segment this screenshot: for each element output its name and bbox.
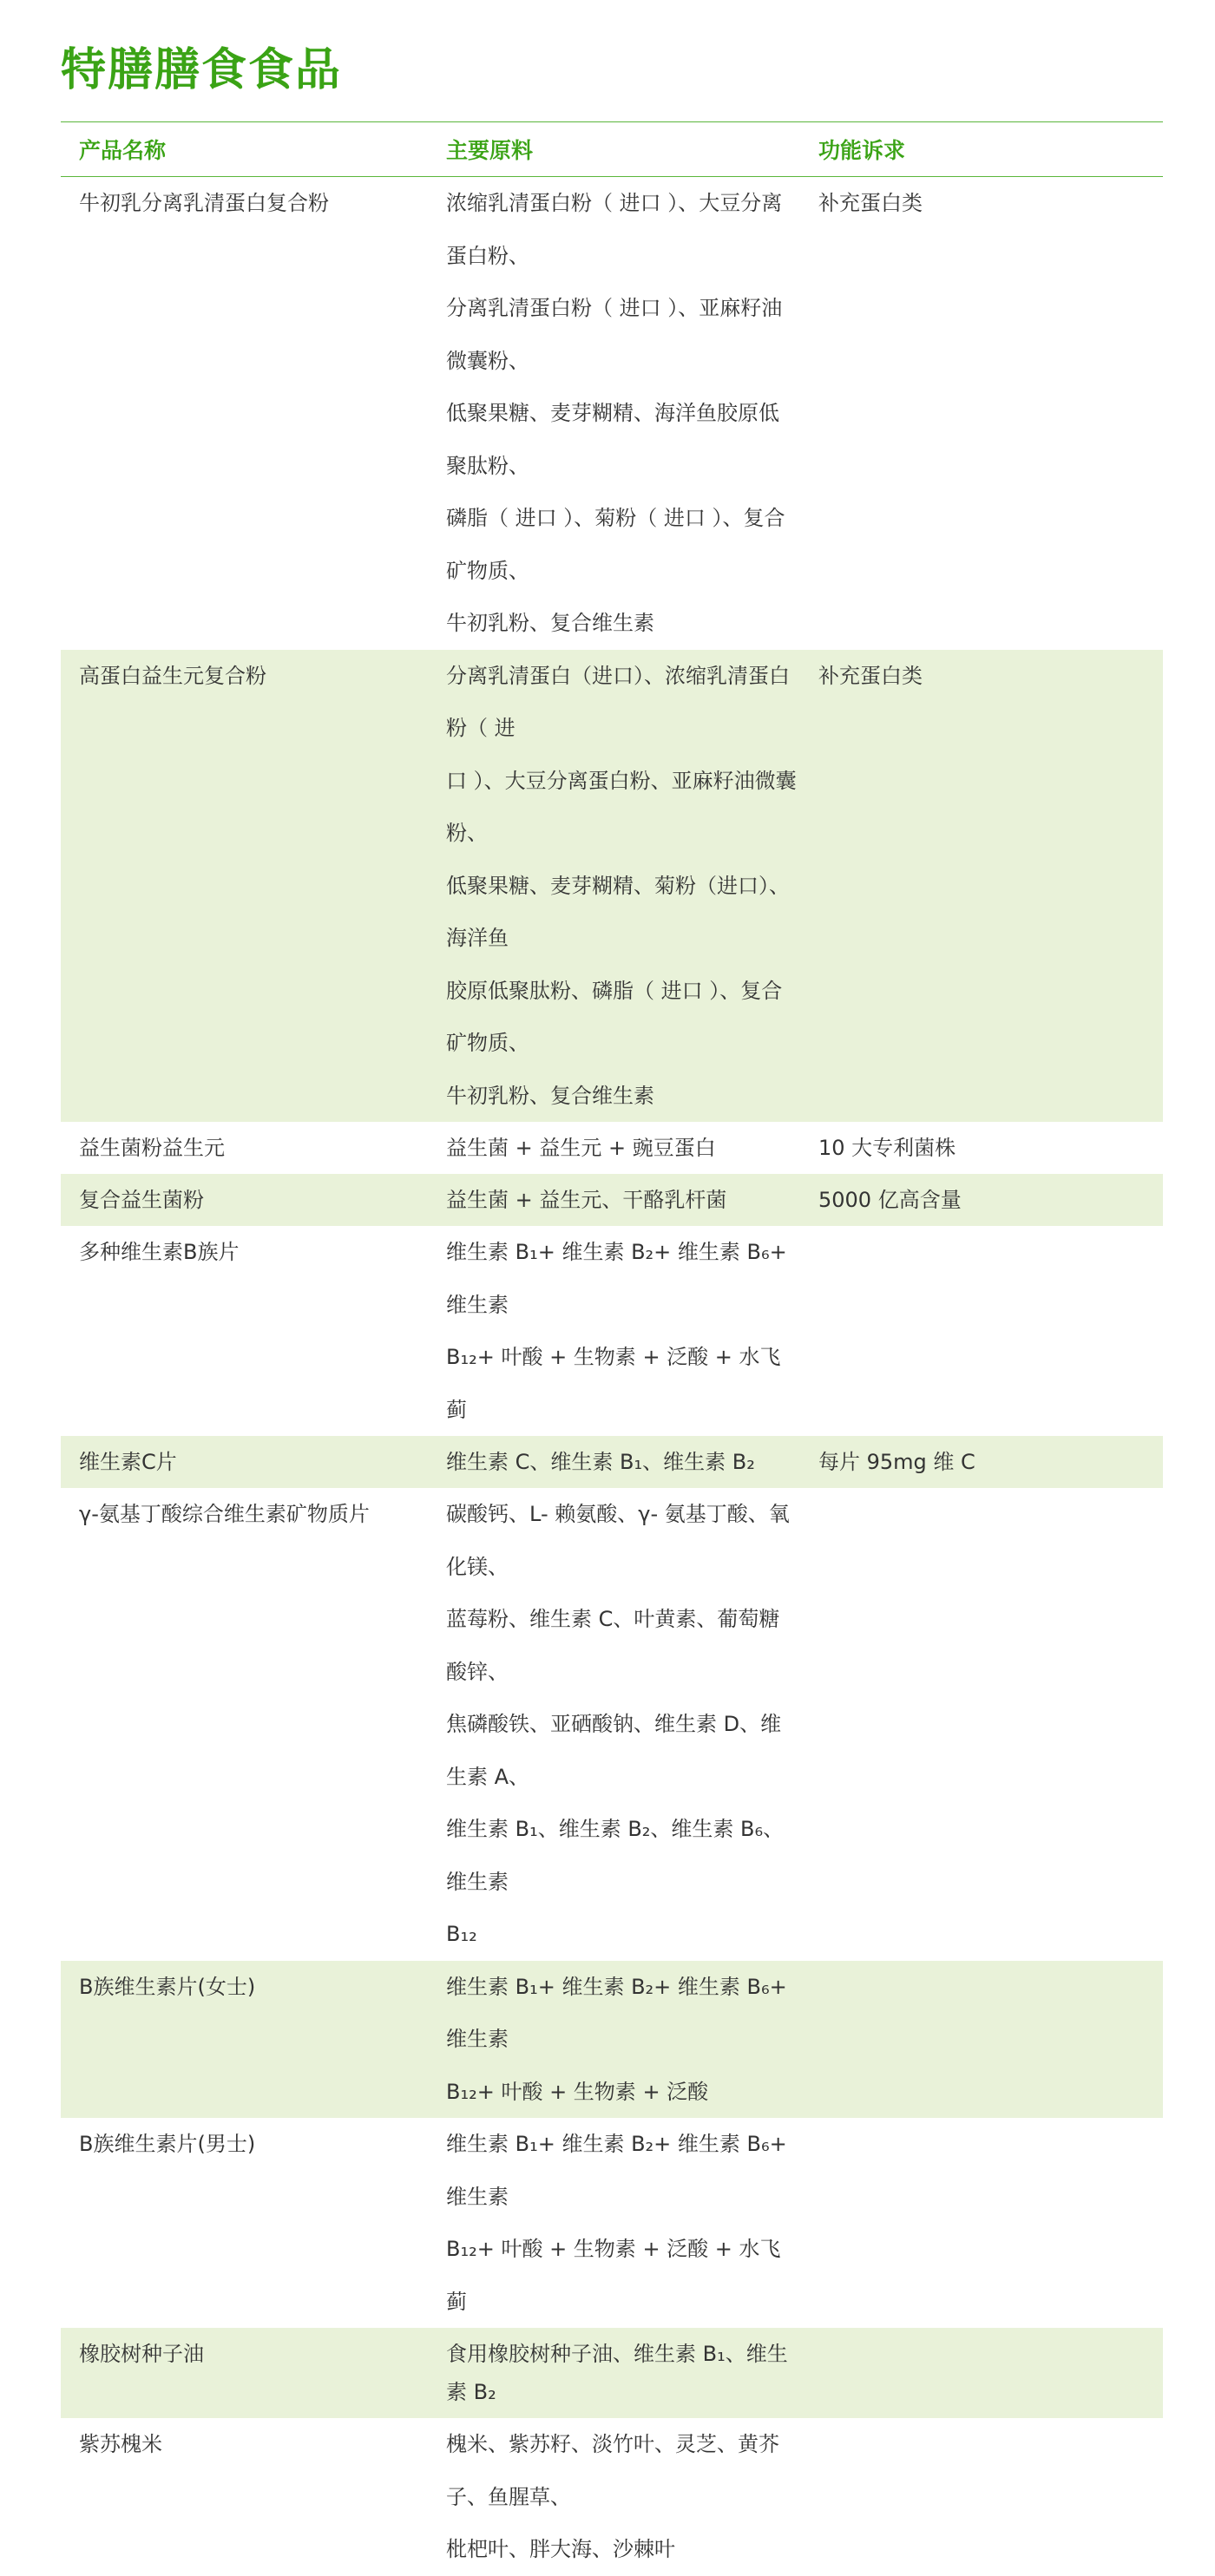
ingredients [429,1443,797,1481]
ingredients [429,2335,797,2411]
header-ingredients: 主要原料 [446,138,534,163]
ingredient-line: 分离乳清蛋白（进口）、浓缩乳清蛋白粉（ 进 [446,663,790,740]
ingredient-line: 胶原低聚肽粉、磷脂（ 进口 ）、复合矿物质、 [446,978,783,1055]
product-name: 维生素C片 [79,1450,177,1474]
page-title: 特膳膳食食品 [61,44,343,96]
table-row [61,1174,1163,1226]
ingredient-line: B₁₂ [446,1922,477,1946]
product-name: 牛初乳分离乳清蛋白复合粉 [79,191,329,215]
product-table [61,121,1163,2576]
ingredients [429,650,797,1123]
ingredient-line: 磷脂（ 进口 ）、菊粉（ 进口 ）、复合矿物质、 [446,506,785,583]
ingredients [429,2118,797,2328]
ingredient-line: B₁₂+ 叶酸 + 生物素 + 泛酸 + 水飞蓟 [446,2237,781,2314]
ingredient-line: B₁₂+ 叶酸 + 生物素 + 泛酸 [446,2079,709,2104]
claim: 补充蛋白类 [818,191,923,215]
ingredient-line: 浓缩乳清蛋白粉（ 进口 ）、大豆分离蛋白粉、 [446,191,783,268]
ingredient-line: 分离乳清蛋白粉（ 进口 ）、亚麻籽油微囊粉、 [446,296,783,373]
ingredient-line: 益生菌 + 益生元、干酪乳杆菌 [446,1188,727,1212]
product-name: B族维生素片(女士) [79,1974,256,1999]
ingredients [429,2418,797,2576]
product-name: 高蛋白益生元复合粉 [79,663,266,688]
ingredient-line: 碳酸钙、L- 赖氨酸、γ- 氨基丁酸、氧化镁、 [446,1502,790,1579]
table-row [61,1436,1163,1488]
ingredients [429,1181,797,1219]
ingredient-line: 维生素 B₁+ 维生素 B₂+ 维生素 B₆+ 维生素 [446,2132,787,2209]
ingredient-line: 牛初乳粉、复合维生素 [446,1083,654,1108]
ingredient-line: 焦磷酸铁、亚硒酸钠、维生素 D、维生素 A、 [446,1712,782,1789]
ingredient-line: 维生素 B₁、维生素 B₂、维生素 B₆、维生素 [446,1817,785,1894]
claim: 10 大专利菌株 [818,1136,956,1160]
table-row [61,2118,1163,2328]
ingredient-line: 枇杷叶、胖大海、沙棘叶 [446,2537,675,2561]
table-row [61,1961,1163,2119]
product-name: B族维生素片(男士) [79,2132,256,2156]
header-name: 产品名称 [79,138,167,163]
ingredients [429,1961,797,2119]
ingredient-line: 益生菌 + 益生元 + 豌豆蛋白 [446,1136,716,1160]
table-row [61,2418,1163,2576]
claim: 5000 亿高含量 [818,1188,962,1212]
ingredients [429,1129,797,1167]
product-name: 益生菌粉益生元 [79,1136,225,1160]
table-body [61,177,1163,2576]
claim: 每片 95mg 维 C [818,1450,975,1474]
ingredient-line: 口 ）、大豆分离蛋白粉、亚麻籽油微囊粉、 [446,768,797,845]
product-name: γ-氨基丁酸综合维生素矿物质片 [79,1502,370,1526]
product-name: 紫苏槐米 [79,2432,162,2456]
ingredient-line: 牛初乳粉、复合维生素 [446,611,654,635]
table-header [61,121,1163,177]
table-row [61,177,1163,650]
ingredient-line: 低聚果糖、麦芽糊精、菊粉（进口）、海洋鱼 [446,873,790,950]
table-row [61,1488,1163,1961]
header-claim: 功能诉求 [818,138,906,163]
table-row [61,2328,1163,2418]
ingredient-line: 维生素 C、维生素 B₁、维生素 B₂ [446,1450,755,1474]
table-row [61,650,1163,1123]
table-row [61,1226,1163,1436]
ingredient-line: B₁₂+ 叶酸 + 生物素 + 泛酸 + 水飞蓟 [446,1345,781,1422]
ingredient-line: 维生素 B₁+ 维生素 B₂+ 维生素 B₆+ 维生素 [446,1974,787,2051]
product-name: 多种维生素B族片 [79,1240,240,1264]
ingredients [429,1488,797,1961]
claim: 补充蛋白类 [818,663,923,688]
ingredients [429,177,797,650]
ingredient-line: 槐米、紫苏籽、淡竹叶、灵芝、黄芥子、鱼腥草、 [446,2432,779,2509]
ingredients [429,1226,797,1436]
table-row [61,1122,1163,1174]
ingredient-line: 维生素 B₁+ 维生素 B₂+ 维生素 B₆+ 维生素 [446,1240,787,1317]
product-name: 复合益生菌粉 [79,1188,204,1212]
ingredient-line: 低聚果糖、麦芽糊精、海洋鱼胶原低聚肽粉、 [446,401,779,478]
ingredient-line: 食用橡胶树种子油、维生素 B₁、维生素 B₂ [446,2342,788,2404]
product-name: 橡胶树种子油 [79,2342,204,2366]
ingredient-line: 蓝莓粉、维生素 C、叶黄素、葡萄糖酸锌、 [446,1607,780,1684]
